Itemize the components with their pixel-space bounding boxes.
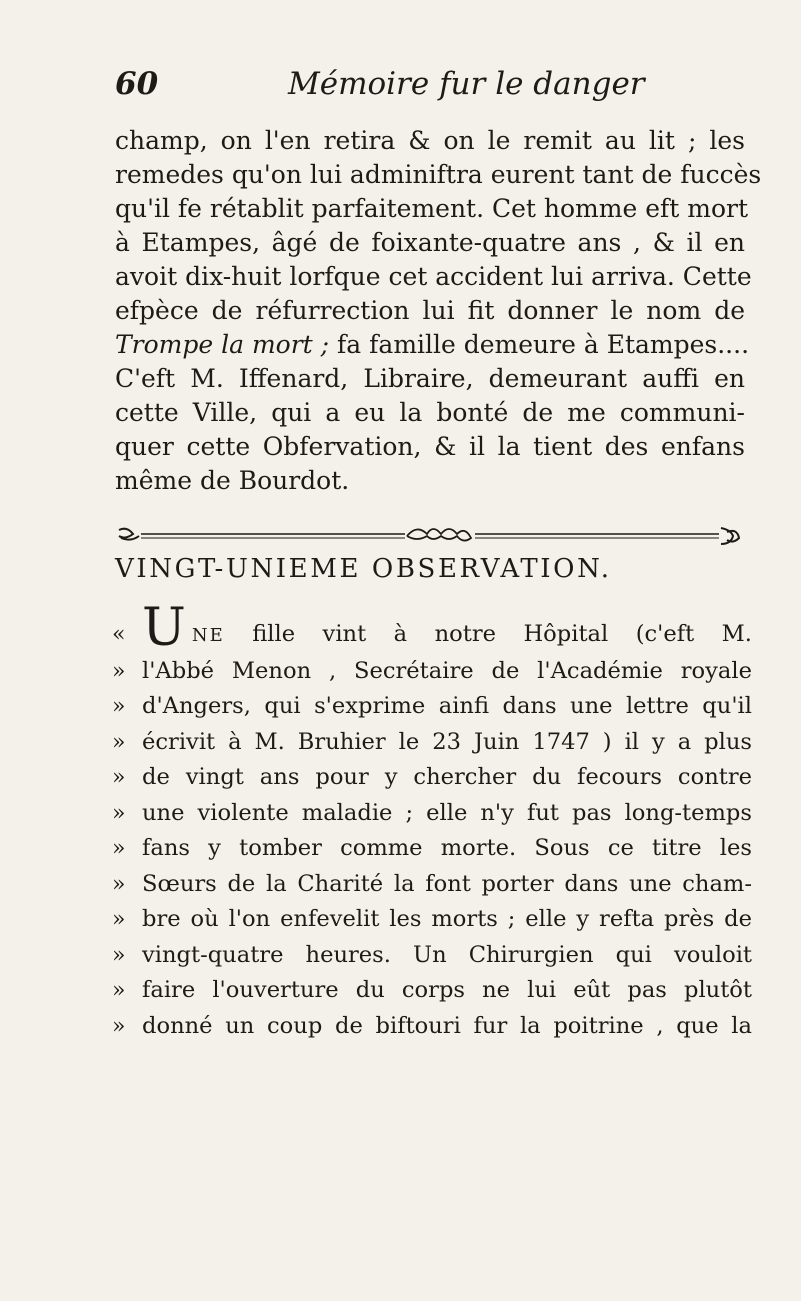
- line-text: l'Abbé Menon , Secrétaire de l'Académie royale: [142, 657, 752, 684]
- quote-mark: »: [112, 800, 126, 826]
- line-text: Sœurs de la Charité la font porter dans une cham-: [142, 870, 752, 897]
- line-text: d'Angers, qui s'exprime ainfi dans une lettre qu'il: [142, 693, 752, 719]
- line-text: donné un coup de biftouri fur la poitrine , que la: [142, 1012, 752, 1039]
- text-line: [112, 598, 752, 658]
- quote-mark: »: [112, 729, 126, 755]
- quote-mark: »: [112, 658, 126, 684]
- page-header: [115, 66, 735, 114]
- text-line: C'eft M. Iffenard, Libraire, demeurant auffi en: [115, 364, 745, 393]
- quote-mark: «: [112, 622, 126, 647]
- text-line: avoit dix-huit lorfque cet accident lui arriva. Cette: [115, 262, 752, 291]
- intro-paragraph: [115, 124, 762, 498]
- quote-mark: »: [112, 1013, 126, 1039]
- text-line: [112, 831, 752, 867]
- text-line: [112, 760, 752, 796]
- text-line: [112, 689, 752, 725]
- page-number: 60: [115, 66, 159, 102]
- text-line: quer cette Obfervation, & il la tient des enfans: [115, 432, 745, 461]
- text-line: [112, 973, 752, 1009]
- text-line: [112, 867, 752, 903]
- observation-paragraph: [112, 598, 752, 1044]
- line-text: bre où l'on enfevelit les morts ; elle y refta près de: [142, 906, 752, 932]
- text-line-rest: fa famille demeure à Etampes....: [329, 330, 750, 359]
- line-text: faire l'ouverture du corps ne lui eût pas plutôt: [142, 977, 752, 1003]
- quote-mark: »: [112, 907, 126, 932]
- line-text: une violente maladie ; elle n'y fut pas long-temps: [142, 799, 752, 826]
- text-line: champ, on l'en retira & on le remit au lit ; les: [115, 126, 745, 155]
- text-line: même de Bourdot.: [115, 466, 350, 495]
- text-line: [112, 654, 752, 690]
- text-line: [115, 328, 750, 362]
- quote-mark: »: [112, 942, 126, 968]
- quote-mark: »: [112, 978, 126, 1003]
- line-text: écrivit à M. Bruhier le 23 Juin 1747 ) il y a plus: [142, 728, 752, 755]
- section-heading: VINGT-UNIEME OBSERVATION.: [115, 554, 612, 584]
- nickname-italic: Trompe la mort ;: [115, 330, 330, 359]
- text-line: remedes qu'on lui adminiftra eurent tant de fuccès: [115, 160, 762, 189]
- line-text: vingt-quatre heures. Un Chirurgien qui vouloit: [142, 941, 752, 968]
- text-line-rest: fille vint à notre Hôpital (c'eft M.: [224, 621, 752, 647]
- line-text: fans y tomber comme morte. Sous ce titre les: [142, 835, 752, 861]
- line-text: de vingt ans pour y chercher du fecours contre: [142, 764, 752, 790]
- text-line: à Etampes, âgé de foixante-quatre ans , & il en: [115, 228, 745, 257]
- quote-mark: »: [112, 836, 126, 861]
- text-line: [112, 1009, 752, 1045]
- quote-mark: »: [112, 694, 126, 719]
- ornamental-divider: [115, 524, 745, 548]
- drop-cap: U: [142, 598, 186, 658]
- running-title: Mémoire fur le danger: [288, 66, 645, 102]
- quote-mark: »: [112, 765, 126, 790]
- text-line: [112, 725, 752, 761]
- smallcaps-word: NE: [191, 625, 225, 646]
- text-line: qu'il fe rétablit parfaitement. Cet homme eft mort: [115, 194, 749, 223]
- text-line: [112, 796, 752, 832]
- text-line: [112, 938, 752, 974]
- text-line: [112, 902, 752, 938]
- quote-mark: »: [112, 871, 126, 897]
- text-line: cette Ville, qui a eu la bonté de me communi-: [115, 398, 745, 427]
- text-line: efpèce de réfurrection lui fit donner le nom de: [115, 296, 745, 325]
